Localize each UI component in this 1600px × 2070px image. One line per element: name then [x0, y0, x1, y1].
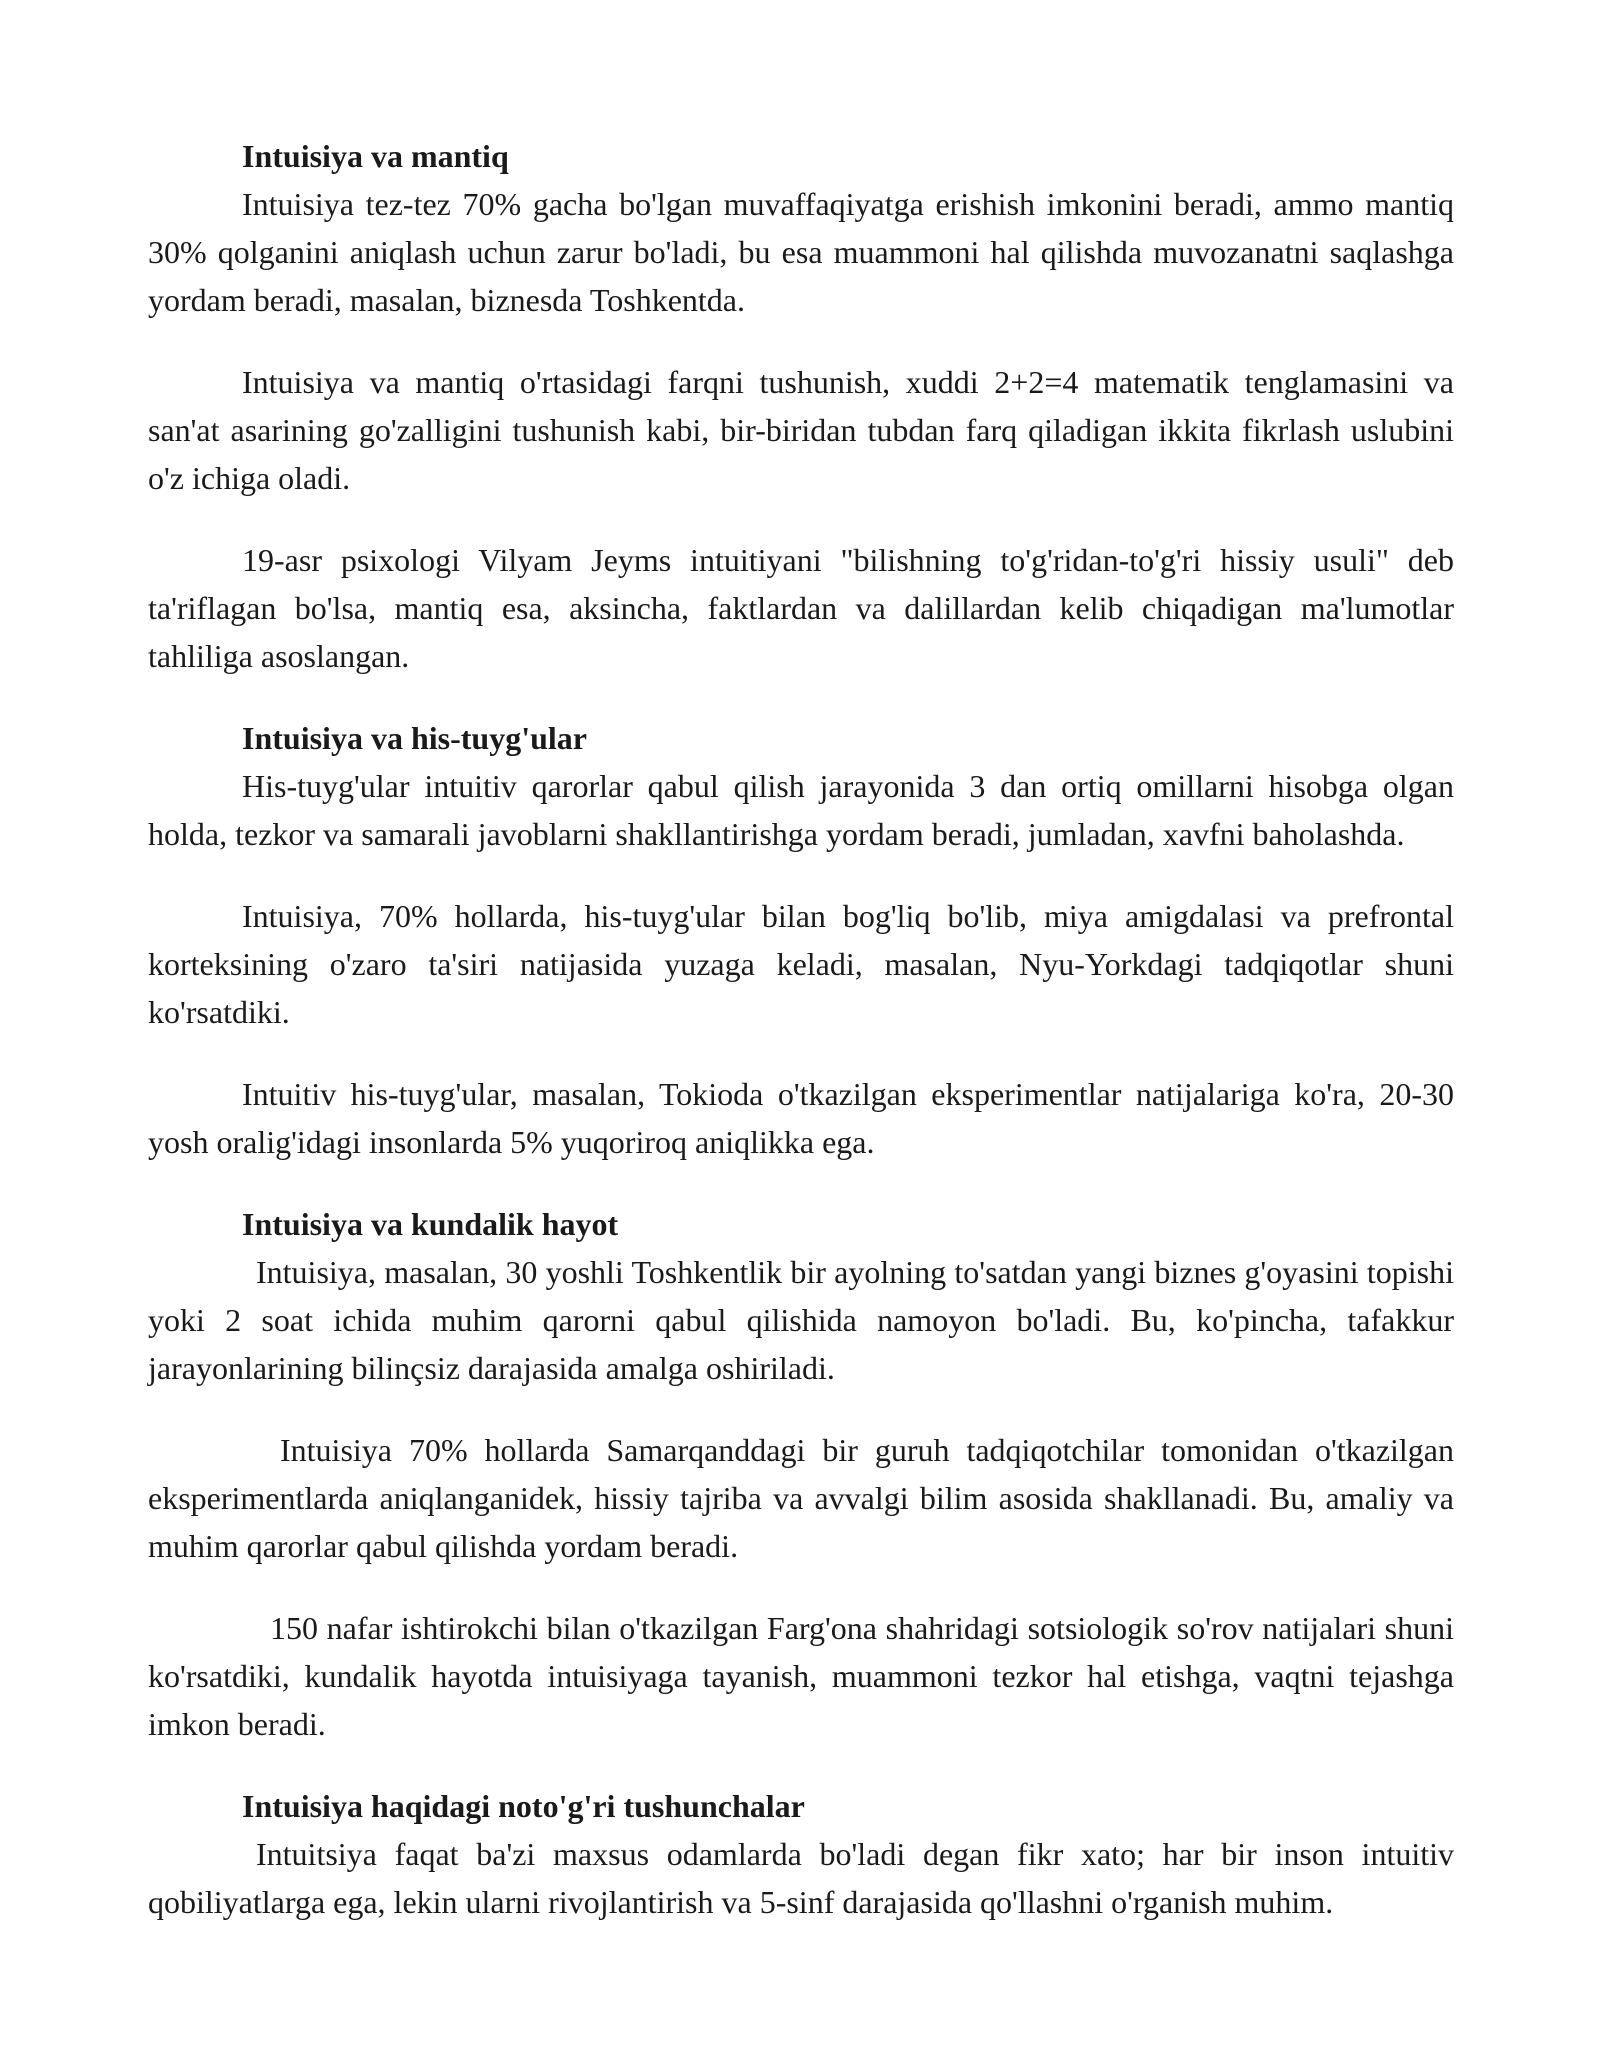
paragraph: Intuitiv his-tuyg'ular, masalan, Tokioda o'tkazilgan eksperimentlar natijalariga ko'ra, 20-30 yosh oralig'idagi insonlarda 5% yuqoriroq aniqlikka ega.: [148, 1076, 1454, 1160]
paragraph: 19-asr psixologi Vilyam Jeyms intuitiyani "bilishning to'g'ridan-to'g'ri hissiy usuli" deb ta'riflagan bo'lsa, mantiq esa, aksincha, faktlardan va dalillardan kelib chiqadigan ma'lumotlar tahliliga asoslangan.: [148, 542, 1454, 674]
section-heading: Intuisiya va mantiq: [242, 138, 509, 174]
paragraph: His-tuyg'ular intuitiv qarorlar qabul qilish jarayonida 3 dan ortiq omillarni hisobga olgan holda, tezkor va samarali javoblarni shakllantirishga yordam beradi, jumladan, xavfni baholashda.: [148, 768, 1454, 852]
paragraph: Intuisiya 70% hollarda Samarqanddagi bir guruh tadqiqotchilar tomonidan o'tkazilgan eksperimentlarda aniqlanganidek, hissiy tajriba va avvalgi bilim asosida shakllanadi. Bu, amaliy va muhim qarorlar qabul qilishda yordam beradi.: [148, 1432, 1454, 1564]
section-intuisiya-va-mantiq: [148, 132, 1454, 680]
section-heading: Intuisiya haqidagi noto'g'ri tushunchalar: [242, 1788, 805, 1824]
section-intuisiya-va-his-tuygular: [148, 714, 1454, 1166]
paragraph: Intuisiya tez-tez 70% gacha bo'lgan muvaffaqiyatga erishish imkonini beradi, ammo mantiq 30% qolganini aniqlash uchun zarur bo'ladi, bu esa muammoni hal qilishda muvozanatni saqlashga yordam beradi, masalan, biznesda Toshkentda.: [148, 186, 1454, 318]
paragraph: Intuisiya, masalan, 30 yoshli Toshkentlik bir ayolning to'satdan yangi biznes g'oyasini topishi yoki 2 soat ichida muhim qarorni qabul qilishida namoyon bo'ladi. Bu, ko'pincha, tafakkur jarayonlarining bilinçsiz darajasida amalga oshiriladi.: [148, 1254, 1454, 1386]
section-heading: Intuisiya va kundalik hayot: [242, 1206, 619, 1242]
paragraph: Intuisiya va mantiq o'rtasidagi farqni tushunish, xuddi 2+2=4 matematik tenglamasini va san'at asarining go'zalligini tushunish kabi, bir-biridan tubdan farq qiladigan ikkita fikrlash uslubini o'z ichiga oladi.: [148, 364, 1454, 496]
section-intuisiya-va-kundalik-hayot: [148, 1200, 1454, 1748]
paragraph: Intuitsiya faqat ba'zi maxsus odamlarda bo'ladi degan fikr xato; har bir inson intuitiv qobiliyatlarga ega, lekin ularni rivojlantirish va 5-sinf darajasida qo'llashni o'rganish muhim.: [148, 1836, 1454, 1920]
document-page: [148, 132, 1454, 1926]
section-intuisiya-notogri-tushunchalar: [148, 1782, 1454, 1926]
paragraph: 150 nafar ishtirokchi bilan o'tkazilgan Farg'ona shahridagi sotsiologik so'rov natijalari shuni ko'rsatdiki, kundalik hayotda intuisiyaga tayanish, muammoni tezkor hal etishga, vaqtni tejashga imkon beradi.: [148, 1610, 1454, 1742]
paragraph: Intuisiya, 70% hollarda, his-tuyg'ular bilan bog'liq bo'lib, miya amigdalasi va prefrontal korteksining o'zaro ta'siri natijasida yuzaga keladi, masalan, Nyu-Yorkdagi tadqiqotlar shuni ko'rsatdiki.: [148, 898, 1454, 1030]
section-heading: Intuisiya va his-tuyg'ular: [242, 720, 587, 756]
